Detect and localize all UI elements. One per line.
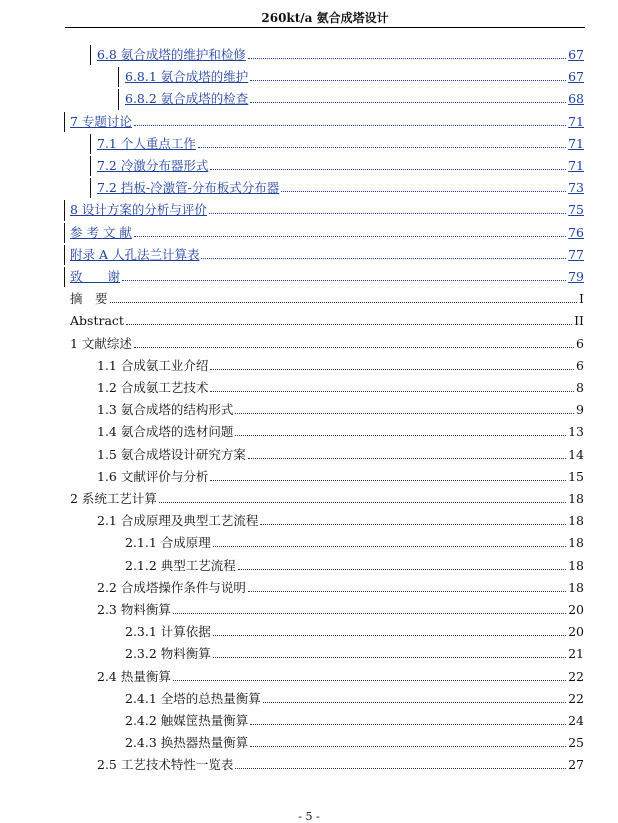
toc-entry-page: 9 bbox=[576, 402, 584, 418]
toc-leader-dots bbox=[134, 236, 566, 237]
toc-entry bbox=[125, 621, 584, 639]
toc-leader-dots bbox=[260, 524, 566, 525]
toc-entry-title: 1.6 文献评价与分析 bbox=[97, 468, 209, 484]
toc-leader-dots bbox=[248, 58, 566, 59]
toc-entry-page: 15 bbox=[568, 468, 584, 484]
toc-entry-page: 13 bbox=[568, 424, 584, 440]
toc-leader-dots bbox=[250, 724, 566, 725]
toc-entry-page: 18 bbox=[568, 491, 584, 506]
hyperlink-margin-bar bbox=[90, 178, 91, 198]
toc-entry-page: 77 bbox=[568, 246, 584, 262]
toc-entry[interactable] bbox=[70, 199, 584, 217]
toc-leader-dots bbox=[122, 280, 566, 281]
toc-leader-dots bbox=[198, 147, 566, 148]
toc-entry[interactable] bbox=[125, 88, 584, 106]
toc-entry[interactable] bbox=[70, 111, 584, 129]
toc-leader-dots bbox=[173, 680, 566, 681]
toc-entry bbox=[70, 288, 584, 306]
toc-entry-title: 1 文献综述 bbox=[70, 335, 132, 351]
toc-leader-dots bbox=[235, 768, 566, 769]
toc-entry-title: 2.3 物料衡算 bbox=[97, 602, 171, 617]
toc-entry bbox=[97, 510, 584, 528]
toc-entry bbox=[97, 599, 584, 617]
toc-entry-title: 2.4.3 换热器热量衡算 bbox=[125, 735, 249, 751]
toc-entry-title: 7.2 冷激分布器形式 bbox=[97, 158, 209, 173]
hyperlink-margin-bar bbox=[64, 112, 65, 132]
toc-entry-page: 18 bbox=[568, 557, 584, 573]
toc-entry-page: 71 bbox=[568, 158, 584, 173]
toc-entry bbox=[97, 444, 584, 462]
toc-entry-title: 7.2 挡板-冷激管-分布板式分布器 bbox=[97, 180, 280, 196]
toc-entry-title: 摘 要 bbox=[70, 291, 108, 307]
toc-entry-page: 75 bbox=[568, 202, 584, 218]
toc-leader-dots bbox=[213, 546, 566, 547]
toc-entry bbox=[97, 577, 584, 595]
toc-entry bbox=[70, 310, 584, 328]
toc-leader-dots bbox=[235, 413, 574, 414]
toc-entry-title: 参 考 文 献 bbox=[70, 224, 132, 240]
toc-entry-title: 附录 A 人孔法兰计算表 bbox=[70, 246, 200, 262]
toc-entry-title: 2.5 工艺技术特性一览表 bbox=[97, 757, 234, 773]
toc-entry bbox=[97, 666, 584, 684]
toc-entry[interactable] bbox=[70, 266, 584, 284]
toc-entry-title: 1.2 合成氨工艺技术 bbox=[97, 380, 209, 395]
toc-entry-page: 73 bbox=[568, 180, 584, 196]
hyperlink-margin-bar bbox=[90, 134, 91, 154]
toc-entry bbox=[125, 643, 584, 661]
toc-entry-title: 2.1 合成原理及典型工艺流程 bbox=[97, 513, 259, 529]
toc-leader-dots bbox=[210, 391, 574, 392]
toc-entry bbox=[125, 532, 584, 550]
toc-entry[interactable] bbox=[97, 155, 584, 173]
toc-entry[interactable] bbox=[70, 244, 584, 262]
toc-entry-page: 24 bbox=[568, 713, 584, 728]
toc-entry bbox=[97, 754, 584, 772]
toc-entry-title: 2.4 热量衡算 bbox=[97, 668, 171, 684]
page-number: - 5 - bbox=[298, 810, 320, 823]
toc-entry-page: 68 bbox=[568, 91, 584, 107]
toc-entry-title: 2 系统工艺计算 bbox=[70, 491, 157, 506]
toc-leader-dots bbox=[263, 702, 566, 703]
toc-entry-page: 71 bbox=[568, 135, 584, 151]
toc-entry[interactable] bbox=[97, 44, 584, 62]
hyperlink-margin-bar bbox=[64, 200, 65, 220]
toc-entry-page: 6 bbox=[576, 357, 584, 373]
toc-entry-title: Abstract bbox=[70, 313, 124, 329]
toc-entry[interactable] bbox=[97, 133, 584, 151]
toc-entry-title: 1.5 氨合成塔设计研究方案 bbox=[97, 446, 246, 462]
toc-leader-dots bbox=[201, 258, 566, 259]
toc-entry-page: 14 bbox=[568, 446, 584, 462]
toc-entry-page: I bbox=[579, 291, 584, 307]
toc-entry-title: 1.1 合成氨工业介绍 bbox=[97, 357, 209, 373]
toc-entry bbox=[125, 688, 584, 706]
toc-entry bbox=[125, 732, 584, 750]
toc-entry-title: 8 设计方案的分析与评价 bbox=[70, 202, 207, 218]
toc-entry-title: 7.1 个人重点工作 bbox=[97, 135, 196, 151]
toc-entry[interactable] bbox=[70, 222, 584, 240]
toc-entry-page: 79 bbox=[568, 269, 584, 284]
toc-leader-dots bbox=[235, 435, 566, 436]
toc-entry-page: 22 bbox=[568, 690, 584, 706]
toc-leader-dots bbox=[159, 502, 566, 503]
toc-entry-title: 2.4.1 全塔的总热量衡算 bbox=[125, 690, 261, 706]
toc-entry-title: 2.1.2 典型工艺流程 bbox=[125, 557, 236, 573]
toc-leader-dots bbox=[210, 169, 566, 170]
hyperlink-margin-bar bbox=[118, 89, 119, 109]
toc-entry-page: 20 bbox=[568, 602, 584, 617]
toc-entry-title: 2.3.2 物料衡算 bbox=[125, 646, 211, 662]
toc-leader-dots bbox=[213, 635, 566, 636]
toc-leader-dots bbox=[173, 613, 566, 614]
toc-entry[interactable] bbox=[125, 66, 584, 84]
toc-entry-page: 67 bbox=[568, 69, 584, 85]
hyperlink-margin-bar bbox=[90, 156, 91, 176]
toc-entry bbox=[97, 355, 584, 373]
toc-entry-page: 20 bbox=[568, 624, 584, 640]
hyperlink-margin-bar bbox=[64, 223, 65, 243]
toc-entry-page: 18 bbox=[568, 535, 584, 551]
toc-entry-page: 25 bbox=[568, 735, 584, 751]
hyperlink-margin-bar bbox=[64, 245, 65, 265]
toc-entry bbox=[70, 333, 584, 351]
toc-entry bbox=[125, 710, 584, 728]
toc-entry-title: 6.8.2 氨合成塔的检查 bbox=[125, 91, 249, 107]
toc-entry-page: 71 bbox=[568, 113, 584, 129]
toc-leader-dots bbox=[126, 324, 572, 325]
page-header-title: 260kt/a 氨合成塔设计 bbox=[261, 11, 389, 25]
toc-entry-title: 6.8 氨合成塔的维护和检修 bbox=[97, 47, 246, 62]
toc-entry-title: 1.4 氨合成塔的选材问题 bbox=[97, 424, 234, 440]
header-rule bbox=[65, 27, 585, 28]
toc-leader-dots bbox=[281, 191, 566, 192]
hyperlink-margin-bar bbox=[64, 267, 65, 287]
toc-entry bbox=[97, 399, 584, 417]
toc-entry bbox=[97, 466, 584, 484]
toc-entry-page: 18 bbox=[568, 579, 584, 595]
toc-entry-title: 7 专题讨论 bbox=[70, 113, 132, 129]
toc-leader-dots bbox=[209, 213, 566, 214]
hyperlink-margin-bar bbox=[90, 45, 91, 65]
toc-leader-dots bbox=[134, 125, 566, 126]
toc-leader-dots bbox=[250, 80, 566, 81]
toc-entry bbox=[97, 377, 584, 395]
toc-entry-title: 2.3.1 计算依据 bbox=[125, 624, 211, 640]
toc-entry-page: II bbox=[574, 313, 584, 329]
toc-leader-dots bbox=[213, 657, 566, 658]
toc-entry[interactable] bbox=[97, 177, 584, 195]
toc-entry-page: 22 bbox=[568, 668, 584, 684]
toc-leader-dots bbox=[110, 302, 578, 303]
toc-leader-dots bbox=[248, 591, 566, 592]
toc-entry-page: 18 bbox=[568, 513, 584, 529]
toc-entry-title: 1.3 氨合成塔的结构形式 bbox=[97, 402, 234, 418]
toc-leader-dots bbox=[250, 746, 566, 747]
hyperlink-margin-bar bbox=[118, 67, 119, 87]
toc-leader-dots bbox=[248, 458, 566, 459]
toc-entry-page: 8 bbox=[576, 380, 584, 395]
toc-entry-title: 2.2 合成塔操作条件与说明 bbox=[97, 579, 246, 595]
toc-entry-page: 67 bbox=[568, 47, 584, 62]
toc-leader-dots bbox=[134, 347, 574, 348]
toc-entry-page: 6 bbox=[576, 335, 584, 351]
toc-leader-dots bbox=[210, 369, 574, 370]
toc-entry-title: 致 谢 bbox=[70, 269, 121, 284]
toc-entry bbox=[125, 555, 584, 573]
toc-entry-page: 76 bbox=[568, 224, 584, 240]
toc-entry-title: 6.8.1 氨合成塔的维护 bbox=[125, 69, 249, 85]
toc-leader-dots bbox=[238, 569, 566, 570]
toc-entry bbox=[97, 421, 584, 439]
toc-entry-title: 2.4.2 触媒筐热量衡算 bbox=[125, 713, 249, 728]
toc-leader-dots bbox=[210, 480, 566, 481]
toc-entry-title: 2.1.1 合成原理 bbox=[125, 535, 211, 551]
toc-entry-page: 27 bbox=[568, 757, 584, 773]
toc-entry-page: 21 bbox=[568, 646, 584, 662]
toc-leader-dots bbox=[250, 102, 566, 103]
toc-entry bbox=[70, 488, 584, 506]
